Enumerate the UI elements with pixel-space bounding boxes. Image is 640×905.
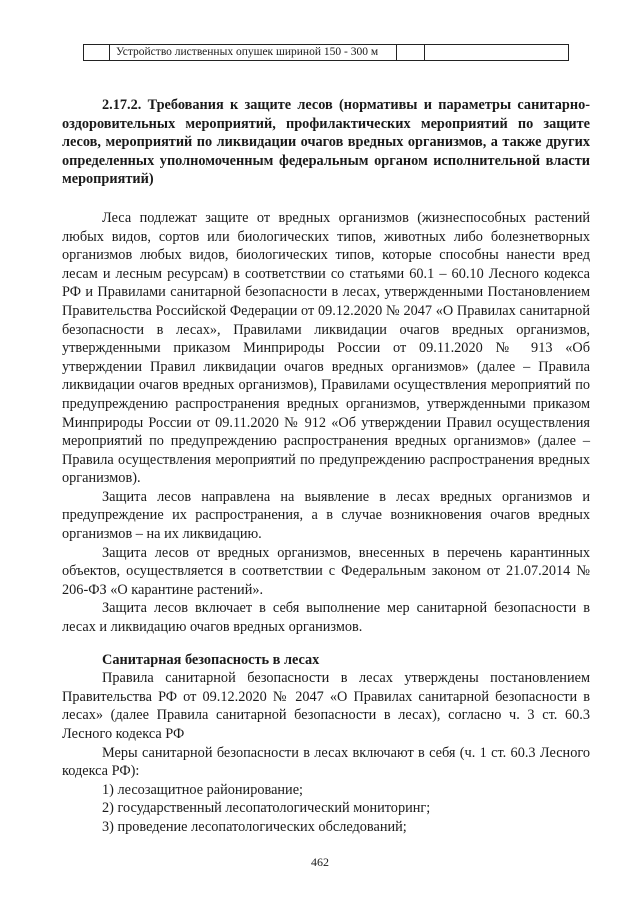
list-item: 1) лесозащитное районирование;: [102, 781, 304, 798]
document-body: [62, 96, 590, 837]
paragraph: Леса подлежат защите от вредных организмов (жизнеспособных растений любых видов, сортов или биологических типов, животных либо болезнетворных организмов любых видов, биологических типов, которые способны нанести вред лесам и лесным ресурсам) в соответствии со статьями 60.1 – 60.10 Лесного кодекса РФ и Правилами санитарной безопасности в лесах, утвержденными Постановлением Правительства Российской Федерации от 09.12.2020 № 2047 «О Правилах санитарной безопасности в лесах», Правилами ликвидации очагов вредных организмов, утвержденными приказом Минприроды России от 09.11.2020 № 913 «Об утверждении Правил ликвидации очагов вредных организмов» (далее – Правила ликвидации очагов вредных организмов), Правилами осуществления мероприятий по предупреждению распространения вредных организмов, утвержденными приказом Минприроды России от 09.11.2020 № 912 «Об утверждении Правил осуществления мероприятий по предупреждению распространения вредных организмов» (далее – Правила осуществления мероприятий по предупреждению распространения вредных организмов).: [62, 209, 590, 487]
list-item: 3) проведение лесопатологических обследований;: [102, 818, 407, 835]
list-item: 2) государственный лесопатологический мониторинг;: [102, 800, 431, 817]
table-cell-number: [83, 45, 109, 60]
paragraph: Меры санитарной безопасности в лесах включают в себя (ч. 1 ст. 60.3 Лесного кодекса РФ):: [62, 744, 590, 780]
paragraph: Защита лесов от вредных организмов, внесенных в перечень карантинных объектов, осуществляется в соответствии с Федеральным законом от 21.07.2014 № 206-ФЗ «О карантине растений».: [62, 544, 590, 598]
table-fragment-row: [83, 44, 569, 61]
subsection-heading: Санитарная безопасность в лесах: [102, 651, 320, 668]
section-heading: 2.17.2. Требования к защите лесов (нормативы и параметры санитарно-оздоровительных мероприятий, профилактических мероприятий по защите лесов, мероприятий по ликвидации очагов вредных организмов, а также других определенных уполномоченным федеральным органом исполнительной власти мероприятий): [62, 97, 590, 188]
paragraph: Правила санитарной безопасности в лесах утверждены постановлением Правительства РФ от 09.12.2020 № 2047 «О Правилах санитарной безопасности в лесах» (далее Правила санитарной безопасности в лесах), согласно ч. 3 ст. 60.3 Лесного кодекса РФ: [62, 670, 590, 742]
page-number: 462: [311, 855, 329, 869]
paragraph: Защита лесов направлена на выявление в лесах вредных организмов и предупреждение их распространения, а в случае возникновения очагов вредных организмов – на их ликвидацию.: [62, 488, 590, 543]
table-cell-text: Устройство лиственных опушек шириной 150 - 300 м: [109, 45, 396, 60]
table-cell-value: [424, 45, 569, 60]
table-cell-unit: [396, 45, 424, 60]
paragraph: Защита лесов включает в себя выполнение мер санитарной безопасности в лесах и ликвидацию очагов вредных организмов.: [62, 600, 590, 636]
